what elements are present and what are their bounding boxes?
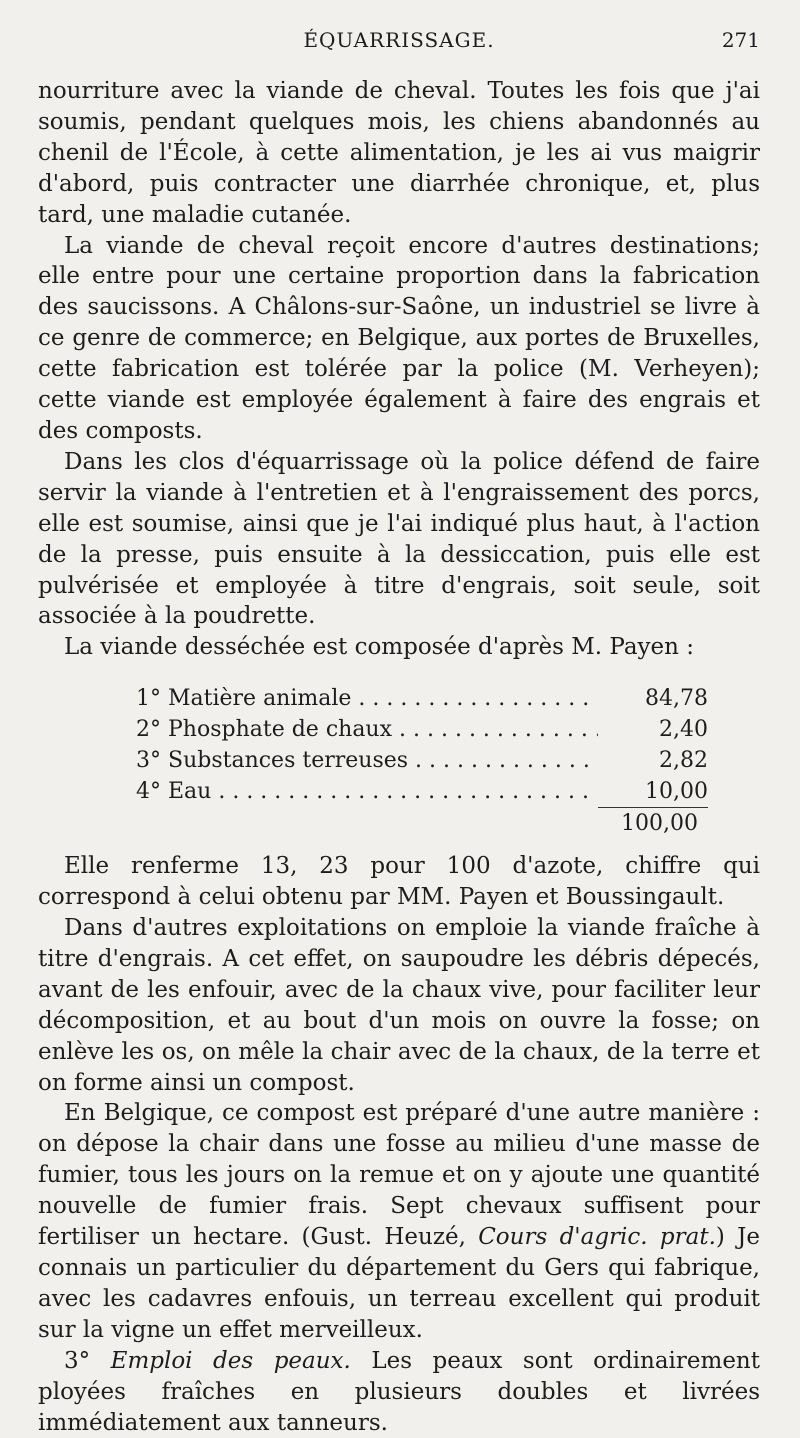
table-row bbox=[136, 745, 708, 776]
row-value: 10,00 bbox=[598, 776, 708, 808]
paragraph: nourriture avec la viande de cheval. Toutes les fois que j'ai soumis, pendant quelques mois, les chiens abandonnés au chenil de l'École, à cette alimentation, je les ai vus maigrir d'abord, puis contracter une diarrhée chronique, et, plus tard, une maladie cutanée. bbox=[38, 78, 760, 228]
row-label: Matière animale . . . bbox=[168, 683, 598, 714]
paragraph: La viande de cheval reçoit encore d'autres destinations; elle entre pour une certaine proportion dans la fabrication des saucissons. A Châlons-sur-Saône, un industriel se livre à ce genre de commerce; en Belgique, aux portes de Bruxelles, cette fabrication est tolérée par la police (M. Verheyen); cette viande est employée également à faire des engrais et des composts. bbox=[38, 232, 760, 444]
paragraph bbox=[38, 1098, 760, 1345]
row-label: Substances terreuses . . . bbox=[168, 745, 598, 776]
text-span: Les peaux sont ordinairement ployées fraîches en plusieurs doubles et livrées immédiatement aux tanneurs. bbox=[38, 1347, 760, 1436]
table-total: 100,00 bbox=[621, 811, 698, 837]
row-number: 2° bbox=[136, 717, 161, 743]
table-total-row bbox=[136, 808, 708, 839]
section-heading: Emploi des peaux. bbox=[110, 1347, 351, 1374]
row-number: 4° bbox=[136, 779, 161, 805]
row-value: 84,78 bbox=[645, 686, 708, 712]
text-span: En Belgique, ce compost est préparé d'une autre manière : on dépose la chair dans une fosse au milieu d'une masse de fumier, tous les jours on la remue et on y ajoute une quantité nouvelle de fumier frais. Sept chevaux suffisent pour fertiliser un hectare. (Gust. Heuzé, bbox=[38, 1100, 760, 1251]
paragraph: Dans les clos d'équarrissage où la police défend de faire servir la viande à l'entretien et à l'engraissement des porcs, elle est soumise, ainsi que je l'ai indiqué plus haut, à l'action de la presse, puis ensuite à la dessiccation, puis elle est pulvérisée et employée à titre d'engrais, soit seule, soit associée à la poudrette. bbox=[38, 448, 760, 630]
table-row bbox=[136, 683, 708, 714]
page-header bbox=[38, 28, 760, 62]
table-row bbox=[136, 776, 708, 808]
row-number: 1° bbox=[136, 686, 161, 712]
composition-table bbox=[136, 683, 708, 839]
row-label: Phosphate de chaux . . . bbox=[168, 714, 598, 745]
row-number: 3° bbox=[136, 748, 161, 774]
section-number: 3° bbox=[64, 1347, 111, 1374]
text-span: ) Je connais un particulier du département du Gers qui fabrique, avec les cadavres enfouis, un terreau excellent qui produit sur la vigne un effet merveilleux. bbox=[38, 1224, 760, 1343]
row-value: 2,40 bbox=[659, 717, 708, 743]
paragraph: Dans d'autres exploitations on emploie la viande fraîche à titre d'engrais. A cet effet, on saupoudre les débris dépecés, avant de les enfouir, avec de la chaux vive, pour faciliter leur décomposition, et au bout d'un mois on ouvre la fosse; on enlève les os, on mêle la chair avec de la chaux, de la terre et on forme ainsi un compost. bbox=[38, 915, 760, 1096]
table-row bbox=[136, 714, 708, 745]
paragraph: Elle renferme 13, 23 pour 100 d'azote, chiffre qui correspond à celui obtenu par MM. Payen et Boussingault. bbox=[38, 853, 760, 911]
book-citation: Cours d'agric. prat. bbox=[478, 1224, 716, 1251]
body-text bbox=[38, 76, 760, 1438]
running-title: ÉQUARRISSAGE. bbox=[303, 28, 495, 52]
paragraph bbox=[38, 1346, 760, 1438]
page-number: 271 bbox=[721, 28, 760, 52]
row-label: Eau . . . bbox=[168, 776, 598, 807]
paragraph: La viande desséchée est composée d'après M. Payen : bbox=[64, 634, 695, 661]
row-value: 2,82 bbox=[659, 748, 708, 774]
